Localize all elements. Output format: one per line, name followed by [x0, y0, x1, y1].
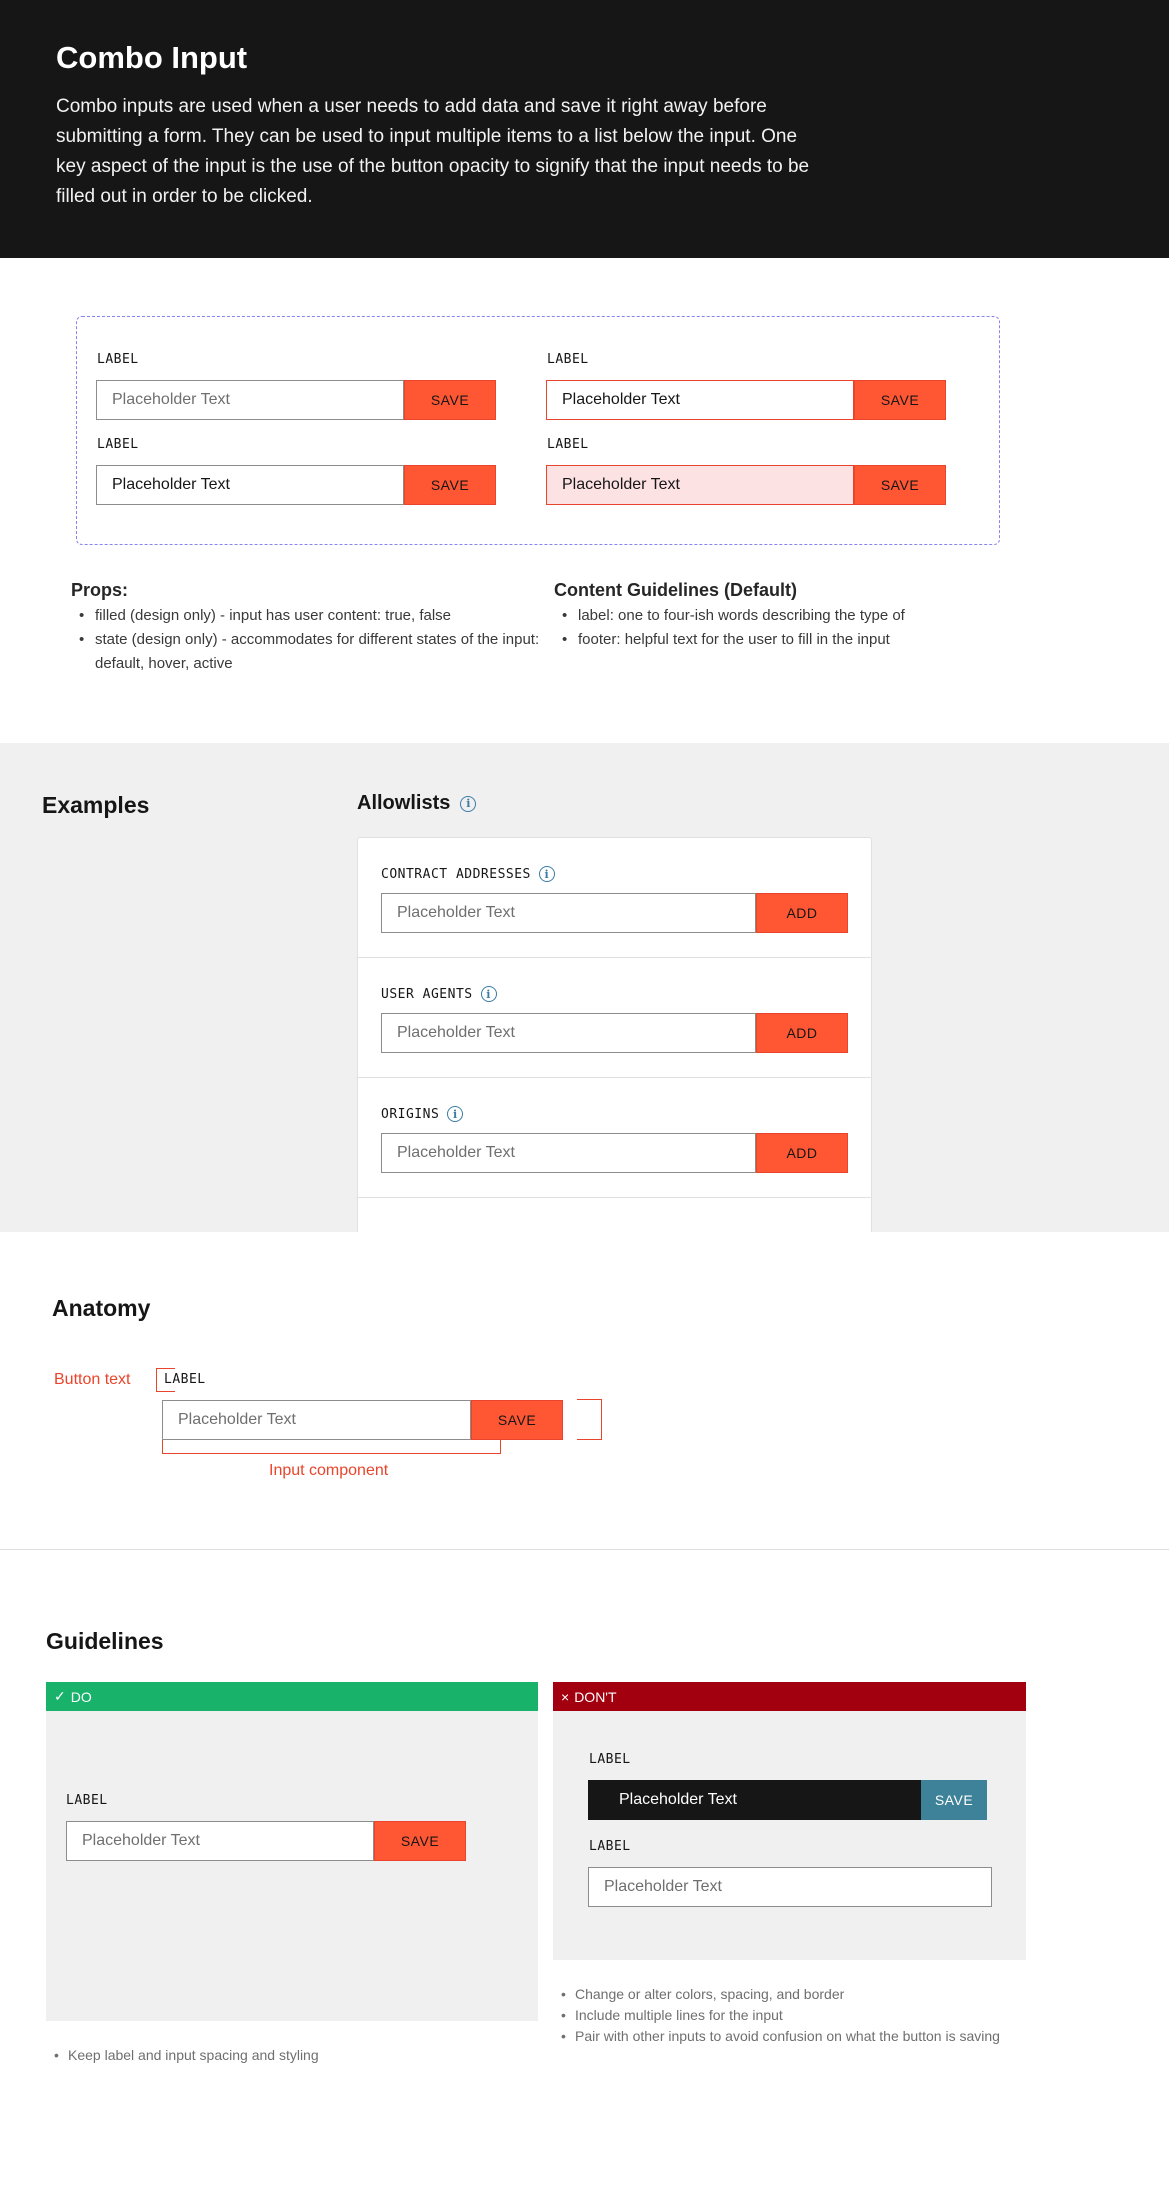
info-icon[interactable]: i — [460, 796, 476, 812]
text-input[interactable]: Placeholder Text — [66, 1821, 374, 1861]
allowlists-title — [357, 792, 476, 815]
row-label — [381, 866, 555, 882]
field-label: LABEL — [547, 352, 589, 367]
do-combo-input — [66, 1821, 466, 1861]
dont-panel — [553, 1711, 1026, 1960]
text-input[interactable]: Placeholder Text — [96, 380, 404, 420]
allowlist-row — [358, 838, 871, 958]
row-label-text: USER AGENTS — [381, 986, 473, 1002]
allowlists-label: Allowlists — [357, 792, 451, 814]
text-input[interactable]: Placeholder Text — [546, 380, 854, 420]
checkmark-icon: ✓ — [54, 1688, 66, 1704]
field-label: LABEL — [97, 437, 139, 452]
info-icon[interactable]: i — [481, 986, 497, 1002]
field-label: LABEL — [547, 437, 589, 452]
row-label — [381, 1106, 463, 1122]
anatomy-combo-input — [162, 1400, 563, 1440]
combo-input-hover — [546, 380, 946, 420]
annotation-bracket — [162, 1440, 501, 1454]
field-label: LABEL — [164, 1372, 206, 1387]
do-header — [46, 1682, 538, 1711]
save-button[interactable]: SAVE — [374, 1821, 466, 1861]
text-input[interactable]: Placeholder Text — [588, 1780, 921, 1820]
examples-section — [0, 743, 1169, 1232]
dont-text-input — [588, 1867, 992, 1907]
save-button[interactable]: SAVE — [404, 380, 496, 420]
section-divider — [0, 1549, 1169, 1550]
list-item: • label: one to four-ish words describing the type of — [554, 604, 994, 628]
text-input[interactable]: Placeholder Text — [381, 1133, 756, 1173]
add-button[interactable]: ADD — [756, 1013, 848, 1053]
close-icon: × — [561, 1688, 570, 1705]
dont-notes — [553, 1984, 1033, 2047]
props-list — [71, 604, 541, 676]
save-button[interactable]: SAVE — [854, 380, 946, 420]
add-button[interactable]: ADD — [756, 893, 848, 933]
combo-input — [381, 1013, 848, 1053]
do-notes — [46, 2045, 538, 2066]
allowlists-card — [357, 837, 872, 1232]
field-label: LABEL — [66, 1793, 108, 1808]
page-header — [0, 0, 1169, 258]
allowlist-row — [358, 1078, 871, 1198]
anatomy-title: Anatomy — [52, 1295, 151, 1321]
dont-header — [553, 1682, 1026, 1711]
field-label: LABEL — [589, 1752, 631, 1767]
text-input[interactable]: Placeholder Text — [162, 1400, 471, 1440]
text-input[interactable]: Placeholder Text — [96, 465, 404, 505]
list-item: • Include multiple lines for the input — [553, 2005, 1033, 2026]
guidelines-title: Guidelines — [46, 1628, 164, 1654]
save-button[interactable]: SAVE — [921, 1780, 987, 1820]
dont-header-label: DON'T — [574, 1688, 617, 1705]
content-guidelines-title: Content Guidelines (Default) — [554, 580, 797, 600]
page-title: Combo Input — [56, 40, 248, 75]
dont-combo-input — [588, 1780, 987, 1820]
row-label — [381, 986, 497, 1002]
combo-input-default — [96, 380, 496, 420]
do-header-label: DO — [70, 1688, 92, 1705]
text-input[interactable]: Placeholder Text — [381, 1013, 756, 1053]
row-label-text: ORIGINS — [381, 1106, 440, 1122]
text-input[interactable]: Placeholder Text — [546, 465, 854, 505]
content-guidelines-list — [554, 604, 994, 652]
list-item: • footer: helpful text for the user to fill in the input — [554, 628, 994, 652]
combo-input-filled — [96, 465, 496, 505]
list-item: • Change or alter colors, spacing, and border — [553, 1984, 1033, 2005]
input-component-annotation: Input component — [269, 1462, 389, 1479]
examples-title: Examples — [42, 792, 150, 818]
list-item: • Keep label and input spacing and styling — [46, 2045, 538, 2066]
info-icon[interactable]: i — [447, 1106, 463, 1122]
list-item: • state (design only) - accommodates for different states of the input: default, hover, active — [71, 628, 541, 676]
field-label: LABEL — [97, 352, 139, 367]
combo-input — [381, 1133, 848, 1173]
list-item: • filled (design only) - input has user content: true, false — [71, 604, 541, 628]
text-input[interactable]: Placeholder Text — [381, 893, 756, 933]
annotation-bracket — [577, 1399, 602, 1440]
add-button[interactable]: ADD — [756, 1133, 848, 1173]
save-button[interactable]: SAVE — [471, 1400, 563, 1440]
combo-input-active — [546, 465, 946, 505]
allowlist-row — [358, 958, 871, 1078]
combo-input — [381, 893, 848, 933]
field-label: LABEL — [589, 1839, 631, 1854]
do-panel — [46, 1711, 538, 2021]
text-input[interactable]: Placeholder Text — [588, 1867, 992, 1907]
row-label-text: CONTRACT ADDRESSES — [381, 866, 531, 882]
list-item: • Pair with other inputs to avoid confusion on what the button is saving — [553, 2026, 1033, 2047]
save-button[interactable]: SAVE — [404, 465, 496, 505]
button-text-annotation: Button text — [54, 1371, 131, 1388]
props-title: Props: — [71, 580, 129, 600]
page-description: Combo inputs are used when a user needs to add data and save it right away before submitting a form. They can be used to input multiple items to a list below the input. One key aspect of the input is the use of the button opacity to signify that the input needs to be filled out in order to be clicked. — [56, 96, 810, 207]
variants-container — [76, 316, 1000, 545]
save-button[interactable]: SAVE — [854, 465, 946, 505]
info-icon[interactable]: i — [539, 866, 555, 882]
